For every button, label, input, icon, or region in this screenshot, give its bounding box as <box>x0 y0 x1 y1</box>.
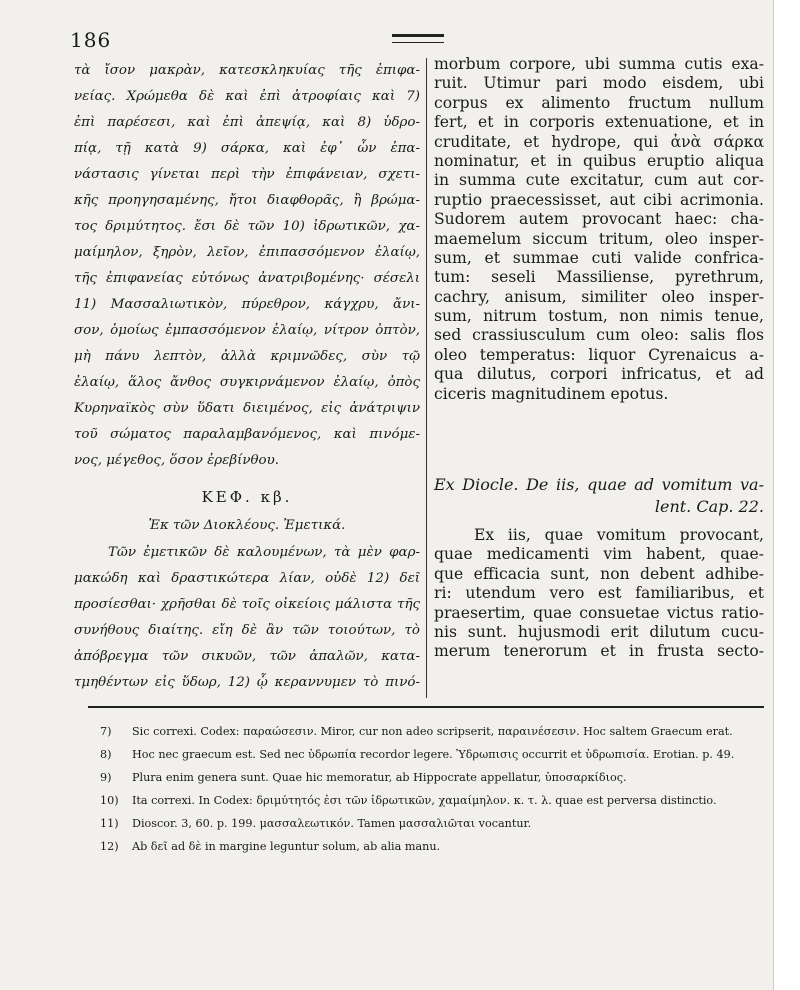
footnote <box>100 746 764 763</box>
latin-line: Sudorem autem provocant haec: cha- <box>434 210 764 229</box>
latin-chapter-heading: Ex Diocle. De iis, quae ad vomitum va- <box>434 475 764 495</box>
latin-line: que efficacia sunt, non debent adhibe- <box>434 564 764 583</box>
column-divider <box>426 58 427 698</box>
greek-line: πίᾳ, τῇ κατὰ 9) σάρκα, καὶ ἐφ᾽ ὧν ἐπα- <box>74 141 420 156</box>
greek-line: ἀπόβρεγμα τῶν σικυῶν, τῶν ἁπαλῶν, κατα- <box>74 649 420 664</box>
latin-line: cachry, anisum, similiter oleo insper- <box>434 287 764 306</box>
latin-line: fert, et in corporis extenuatione, et in <box>434 113 764 132</box>
latin-line: merum tenerorum et in frusta secto- <box>434 642 764 661</box>
footnote <box>100 838 764 855</box>
latin-column <box>434 55 764 662</box>
header-ornament-rule <box>392 34 444 43</box>
greek-column <box>74 58 420 696</box>
greek-line: μὴ πάνυ λεπτὸν, ἀλλὰ κριμνῶδες, σὺν τῷ <box>74 349 420 364</box>
latin-line: sum, et summae cuti valide confrica- <box>434 248 764 267</box>
page-number: 186 <box>70 28 112 52</box>
latin-line: maemelum siccum tritum, oleo insper- <box>434 229 764 248</box>
footnote-text: Sic correxi. Codex: παραώσεσιν. Miror, cur non adeo scripserit, παραινέσεσιν. Hoc saltem Graecum erat. <box>132 725 733 738</box>
latin-line: ruptio praecessisset, aut cibi acrimonia. <box>434 190 764 209</box>
greek-line: τῆς ἐπιφανείας εὐτόνως ἀνατριβομένης· σέσελι <box>74 271 420 286</box>
greek-line: τμηθέντων εἰς ὕδωρ, 12) ᾧ κεραννυμεν τὸ πινό- <box>74 675 420 690</box>
greek-line: τος δριμύτητος. ἔσι δὲ τῶν 10) ἰδρωτικῶν, χα- <box>74 219 420 234</box>
latin-line: sed crassiusculum cum oleo: salis flos <box>434 326 764 345</box>
footnote-number: 12) <box>100 840 119 853</box>
footnote-number: 7) <box>100 725 112 738</box>
greek-line: τὰ ἴσον μακρὰν, κατεσκληκυίας τῆς ἐπιφα- <box>74 63 420 78</box>
latin-line: tum: seseli Massiliense, pyrethrum, <box>434 268 764 287</box>
footnote <box>100 723 764 740</box>
latin-line: qua dilutus, corpori infricatus, et ad <box>434 365 764 384</box>
footnote <box>100 792 764 809</box>
greek-line: κῆς προηγησαμένης, ἤτοι διαφθορᾶς, ἢ βρώμα- <box>74 193 420 208</box>
footnote-number: 8) <box>100 748 112 761</box>
footnote <box>100 815 764 832</box>
chapter-heading: ΚΕΦ. κβ. <box>201 488 293 506</box>
greek-line: προσίεσθαι· χρῆσθαι δὲ τοῖς οἰκείοις μάλιστα τῆς <box>74 597 420 612</box>
latin-line: ruit. Utimur pari modo eisdem, ubi <box>434 74 764 93</box>
footnote-text: Hoc nec graecum est. Sed nec ὑδρωπία recordor legere. Ὑδρωπισις occurrit et ὑδρωπισία. Erotian. p. 49. <box>132 748 735 761</box>
latin-line: cruditate, et hydrope, qui ἀνὰ σάρκα <box>434 132 764 151</box>
greek-line: συνήθους διαίτης. εἴη δὲ ἂν τῶν τοιούτων, τὸ <box>74 623 420 638</box>
latin-line: sum, nitrum tostum, non nimis tenue, <box>434 307 764 326</box>
latin-line: quae medicamenti vim habent, quae- <box>434 545 764 564</box>
greek-line: νάστασις γίνεται περὶ τὴν ἐπιφάνειαν, σχετι- <box>74 167 420 182</box>
latin-line: oleo temperatus: liquor Cyrenaicus a- <box>434 345 764 364</box>
greek-line: Κυρηναϊκὸς σὺν ὕδατι διειμένος, εἰς ἀνάτριψιν <box>74 401 420 416</box>
latin-line: Ex iis, quae vomitum provocant, <box>474 526 764 545</box>
latin-chapter-heading-cont: lent. Cap. 22. <box>654 497 764 517</box>
greek-line: νος, μέγεθος, ὅσον ἐρεβίνθου. <box>74 453 279 468</box>
footnotes <box>100 723 764 861</box>
footnote <box>100 769 764 786</box>
chapter-subheading: Ἐκ τῶν Διοκλέους. Ἐμετικά. <box>148 518 346 533</box>
latin-line: praesertim, quae consuetae victus ratio- <box>434 603 764 622</box>
footnote-number: 11) <box>100 817 119 830</box>
footnote-text: Plura enim genera sunt. Quae hic memoratur, ab Hippocrate appellatur, ὑποσαρκίδιος. <box>132 771 627 784</box>
footnote-text: Ab δεῖ ad δὲ in margine leguntur solum, ab alia manu. <box>132 840 441 853</box>
latin-line: nis sunt. hujusmodi erit dilutum cucu- <box>434 622 764 641</box>
footnote-text: Ita correxi. In Codex: δριμύτητός ἐσι τῶν ἰδρωτικῶν, χαμαίμηλον. κ. τ. λ. quae est perversa distinctio. <box>132 794 717 807</box>
greek-line: μακώδη καὶ δραστικώτερα λίαν, οὐδὲ 12) δεῖ <box>74 571 420 586</box>
greek-line: ἐπὶ παρέσεσι, καὶ ἐπὶ ἀπεψίᾳ, καὶ 8) ὑδρο- <box>74 115 420 130</box>
greek-line: Τῶν ἐμετικῶν δὲ καλουμένων, τὰ μὲν φαρ- <box>108 545 420 560</box>
latin-line: ciceris magnitudinem epotus. <box>434 384 669 403</box>
greek-line: νείας. Χρώμεθα δὲ καὶ ἐπὶ ἀτροφίαις καὶ 7) <box>74 89 420 104</box>
latin-line: in summa cute excitatur, cum aut cor- <box>434 171 764 190</box>
greek-line: μαίμηλον, ξηρὸν, λεῖον, ἐπιπασσόμενον ἐλαίῳ, <box>74 245 420 260</box>
latin-line: ri: utendum vero est familiaribus, et <box>434 584 764 603</box>
greek-line: 11) Μασσαλιωτικὸν, πύρεθρον, κάγχρυ, ἄνι- <box>74 297 420 312</box>
greek-line: ἐλαίῳ, ἅλος ἄνθος συγκιρνάμενον ἐλαίῳ, ὀπὸς <box>74 375 420 390</box>
footnote-number: 10) <box>100 794 119 807</box>
latin-line: corpus ex alimento fructum nullum <box>434 93 764 112</box>
footnote-number: 9) <box>100 771 112 784</box>
greek-line: σον, ὁμοίως ἐμπασσόμενον ἐλαίῳ, νίτρον ὀπτὸν, <box>74 323 420 338</box>
latin-line: nominatur, et in quibus eruptio aliqua <box>434 151 764 170</box>
footnote-text: Dioscor. 3, 60. p. 199. μασσαλεωτικόν. Tamen μασσαλιῶται vocantur. <box>132 817 532 830</box>
latin-line: morbum corpore, ubi summa cutis exa- <box>434 55 764 73</box>
greek-line: τοῦ σώματος παραλαμβανόμενος, καὶ πινόμε- <box>74 427 420 442</box>
footnote-rule <box>88 706 764 708</box>
